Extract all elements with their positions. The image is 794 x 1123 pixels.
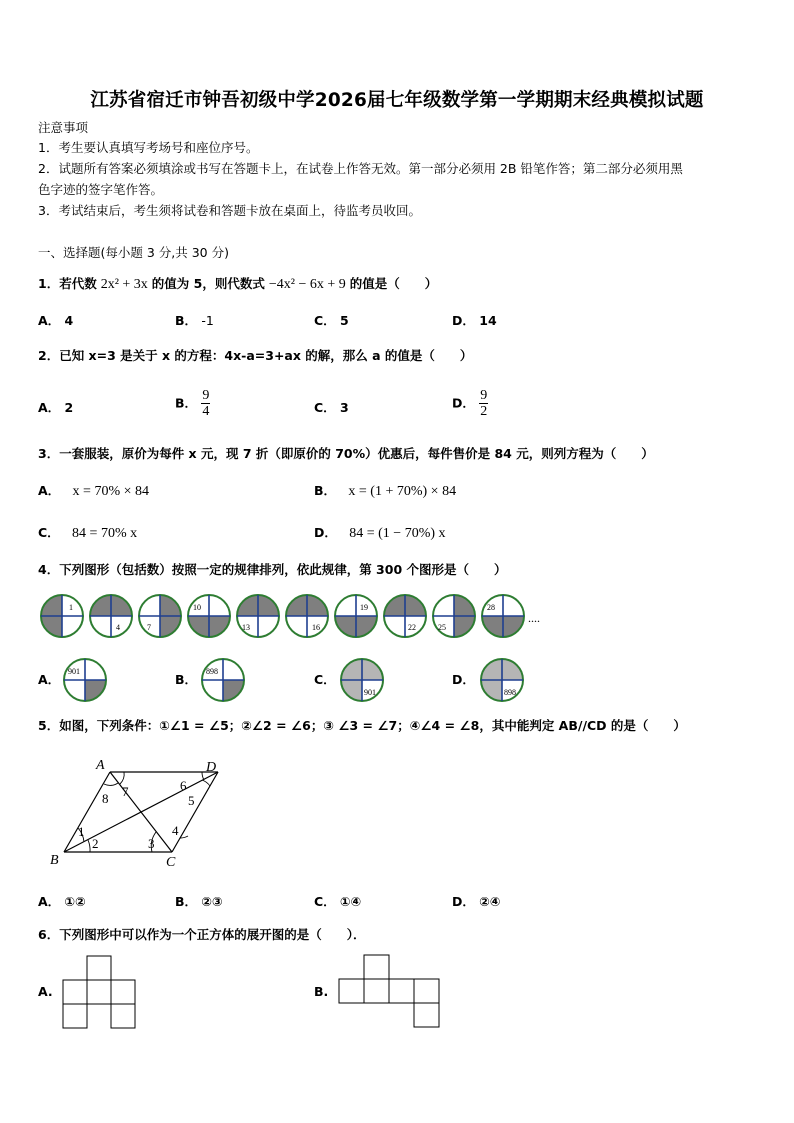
- pattern-circle: [384, 595, 426, 637]
- q4-option-a-label: A．: [38, 672, 61, 687]
- q4-option-d-label: D．: [452, 672, 475, 687]
- q4-option-d-figure: [479, 657, 525, 703]
- page-title: 江苏省宿迁市钟吾初级中学2026届七年级数学第一学期期末经典模拟试题: [90, 90, 704, 111]
- section-heading: 一、选择题(每小题 3 分,共 30 分): [38, 245, 229, 260]
- question-3-stem: 3．一套服装，原价为每件 x 元，现 7 折（即原价的 70%）优惠后，每件售价是 84 元，则列方程为（ ）: [38, 446, 654, 461]
- fraction-denominator: 4: [202, 404, 210, 419]
- notice-item: 色字迹的签字笔作答。: [38, 182, 164, 197]
- angle-label: 2: [92, 836, 99, 851]
- q1-option-a: A． 4: [38, 313, 74, 328]
- pattern-circle: [335, 595, 377, 637]
- q1-prefix: 1．若代数: [38, 276, 97, 291]
- question-2-stem: 2．已知 x=3 是关于 x 的方程：4x-a=3+ax 的解，那么 a 的值是（ ）: [38, 348, 473, 363]
- sequence-number: 1: [69, 603, 73, 612]
- pattern-circle: [433, 595, 475, 637]
- question-1-stem: [38, 274, 437, 295]
- q5-option-b: B． ②③: [175, 894, 223, 909]
- q6-option-a-label: A.: [38, 984, 53, 999]
- angle-label: 5: [188, 793, 195, 808]
- fraction-denominator: 2: [480, 404, 488, 419]
- pattern-circle: [41, 595, 83, 637]
- sequence-number: 22: [408, 623, 416, 632]
- vertex-label: C: [166, 855, 176, 870]
- q1-mid: 的值为 5，则代数式: [151, 276, 265, 291]
- angle-label: 8: [102, 791, 109, 806]
- q6-option-a-net: [62, 955, 142, 1029]
- notice-item: 3．考试结束后，考生须将试卷和答题卡放在桌面上，待监考员收回。: [38, 203, 421, 218]
- fraction-numerator: 9: [202, 388, 210, 403]
- sequence-number: 7: [147, 623, 151, 632]
- question-5-stem: 5．如图，下列条件：①∠1 = ∠5；②∠2 = ∠6；③ ∠3 = ∠7；④∠4 = ∠8，其中能判定 AB//CD 的是（ ）: [38, 718, 686, 733]
- sequence-number: 10: [193, 603, 201, 612]
- pattern-circle: [90, 595, 132, 637]
- notice-heading: 注意事项: [38, 120, 89, 135]
- q1-option-b: B． -1: [175, 313, 214, 328]
- pattern-circle: [237, 595, 279, 637]
- vertex-label: A: [96, 758, 105, 773]
- q4-option-a-figure: [62, 657, 108, 703]
- q1-expr2: −4x² − 6x + 9: [268, 277, 346, 292]
- q4-option-b-label: B．: [175, 672, 198, 687]
- q2-option-a: A． 2: [38, 400, 74, 415]
- q2-option-c: C． 3: [314, 400, 349, 415]
- vertex-label: D: [206, 760, 217, 775]
- q2-option-d: D． $\frac{9}{2}$: [452, 388, 488, 419]
- sequence-number: 25: [438, 623, 446, 632]
- sequence-number: 16: [312, 623, 320, 632]
- angle-label: 1: [78, 824, 85, 839]
- angle-label: 6: [180, 778, 187, 793]
- question-6-stem: 6．下列图形中可以作为一个正方体的展开图的是（ ）．: [38, 927, 366, 942]
- sequence-number: 13: [242, 623, 250, 632]
- angle-label: 4: [172, 823, 179, 838]
- q5-parallelogram-figure: [44, 756, 234, 874]
- angle-label: 7: [122, 784, 129, 799]
- option-number: 901: [364, 688, 376, 697]
- q3-option-a: A． x = 70% × 84: [38, 483, 149, 499]
- vertex-label: B: [50, 853, 59, 868]
- q3-option-d: D． 84 = (1 − 70%) x: [314, 525, 446, 541]
- q1-option-d: D． 14: [452, 313, 497, 328]
- q1-expr1: 2x² + 3x: [100, 277, 148, 292]
- sequence-number: 4: [116, 623, 120, 632]
- q4-option-b-figure: [200, 657, 246, 703]
- pattern-circle: [139, 595, 181, 637]
- pattern-circle: [482, 595, 524, 637]
- q5-option-a: A． ①②: [38, 894, 86, 909]
- sequence-ellipsis: ....: [528, 611, 540, 625]
- q5-option-d: D． ②④: [452, 894, 501, 909]
- sequence-number: 19: [360, 603, 368, 612]
- fraction-numerator: 9: [480, 388, 488, 403]
- q1-suffix: 的值是（ ）: [349, 276, 438, 291]
- q6-option-b-label: B.: [314, 984, 329, 999]
- sequence-number: 28: [487, 603, 495, 612]
- option-number: 901: [68, 667, 80, 676]
- q1-option-c: C． 5: [314, 313, 349, 328]
- q5-option-c: C． ①④: [314, 894, 362, 909]
- pattern-circle: [286, 595, 328, 637]
- notice-item: 1．考生要认真填写考场号和座位序号。: [38, 140, 259, 155]
- q4-option-c-figure: [339, 657, 385, 703]
- notice-item: 2．试题所有答案必须填涂或书写在答题卡上，在试卷上作答无效。第一部分必须用 2B 铅笔作答；第二部分必须用黑: [38, 161, 683, 176]
- q4-option-c-label: C．: [314, 672, 336, 687]
- angle-label: 3: [148, 836, 155, 851]
- pattern-circle: [188, 595, 230, 637]
- q2-option-b: B． $\frac{9}{4}$: [175, 388, 210, 419]
- question-4-stem: 4．下列图形（包括数）按照一定的规律排列，依此规律，第 300 个图形是（ ）: [38, 562, 507, 577]
- q3-option-b: B． x = (1 + 70%) × 84: [314, 483, 457, 499]
- option-number: 898: [504, 688, 516, 697]
- option-number: 898: [206, 667, 218, 676]
- q3-option-c: C． 84 = 70% x: [38, 525, 138, 541]
- q6-option-b-net: [338, 954, 442, 1030]
- q4-sequence-figure: [38, 592, 558, 642]
